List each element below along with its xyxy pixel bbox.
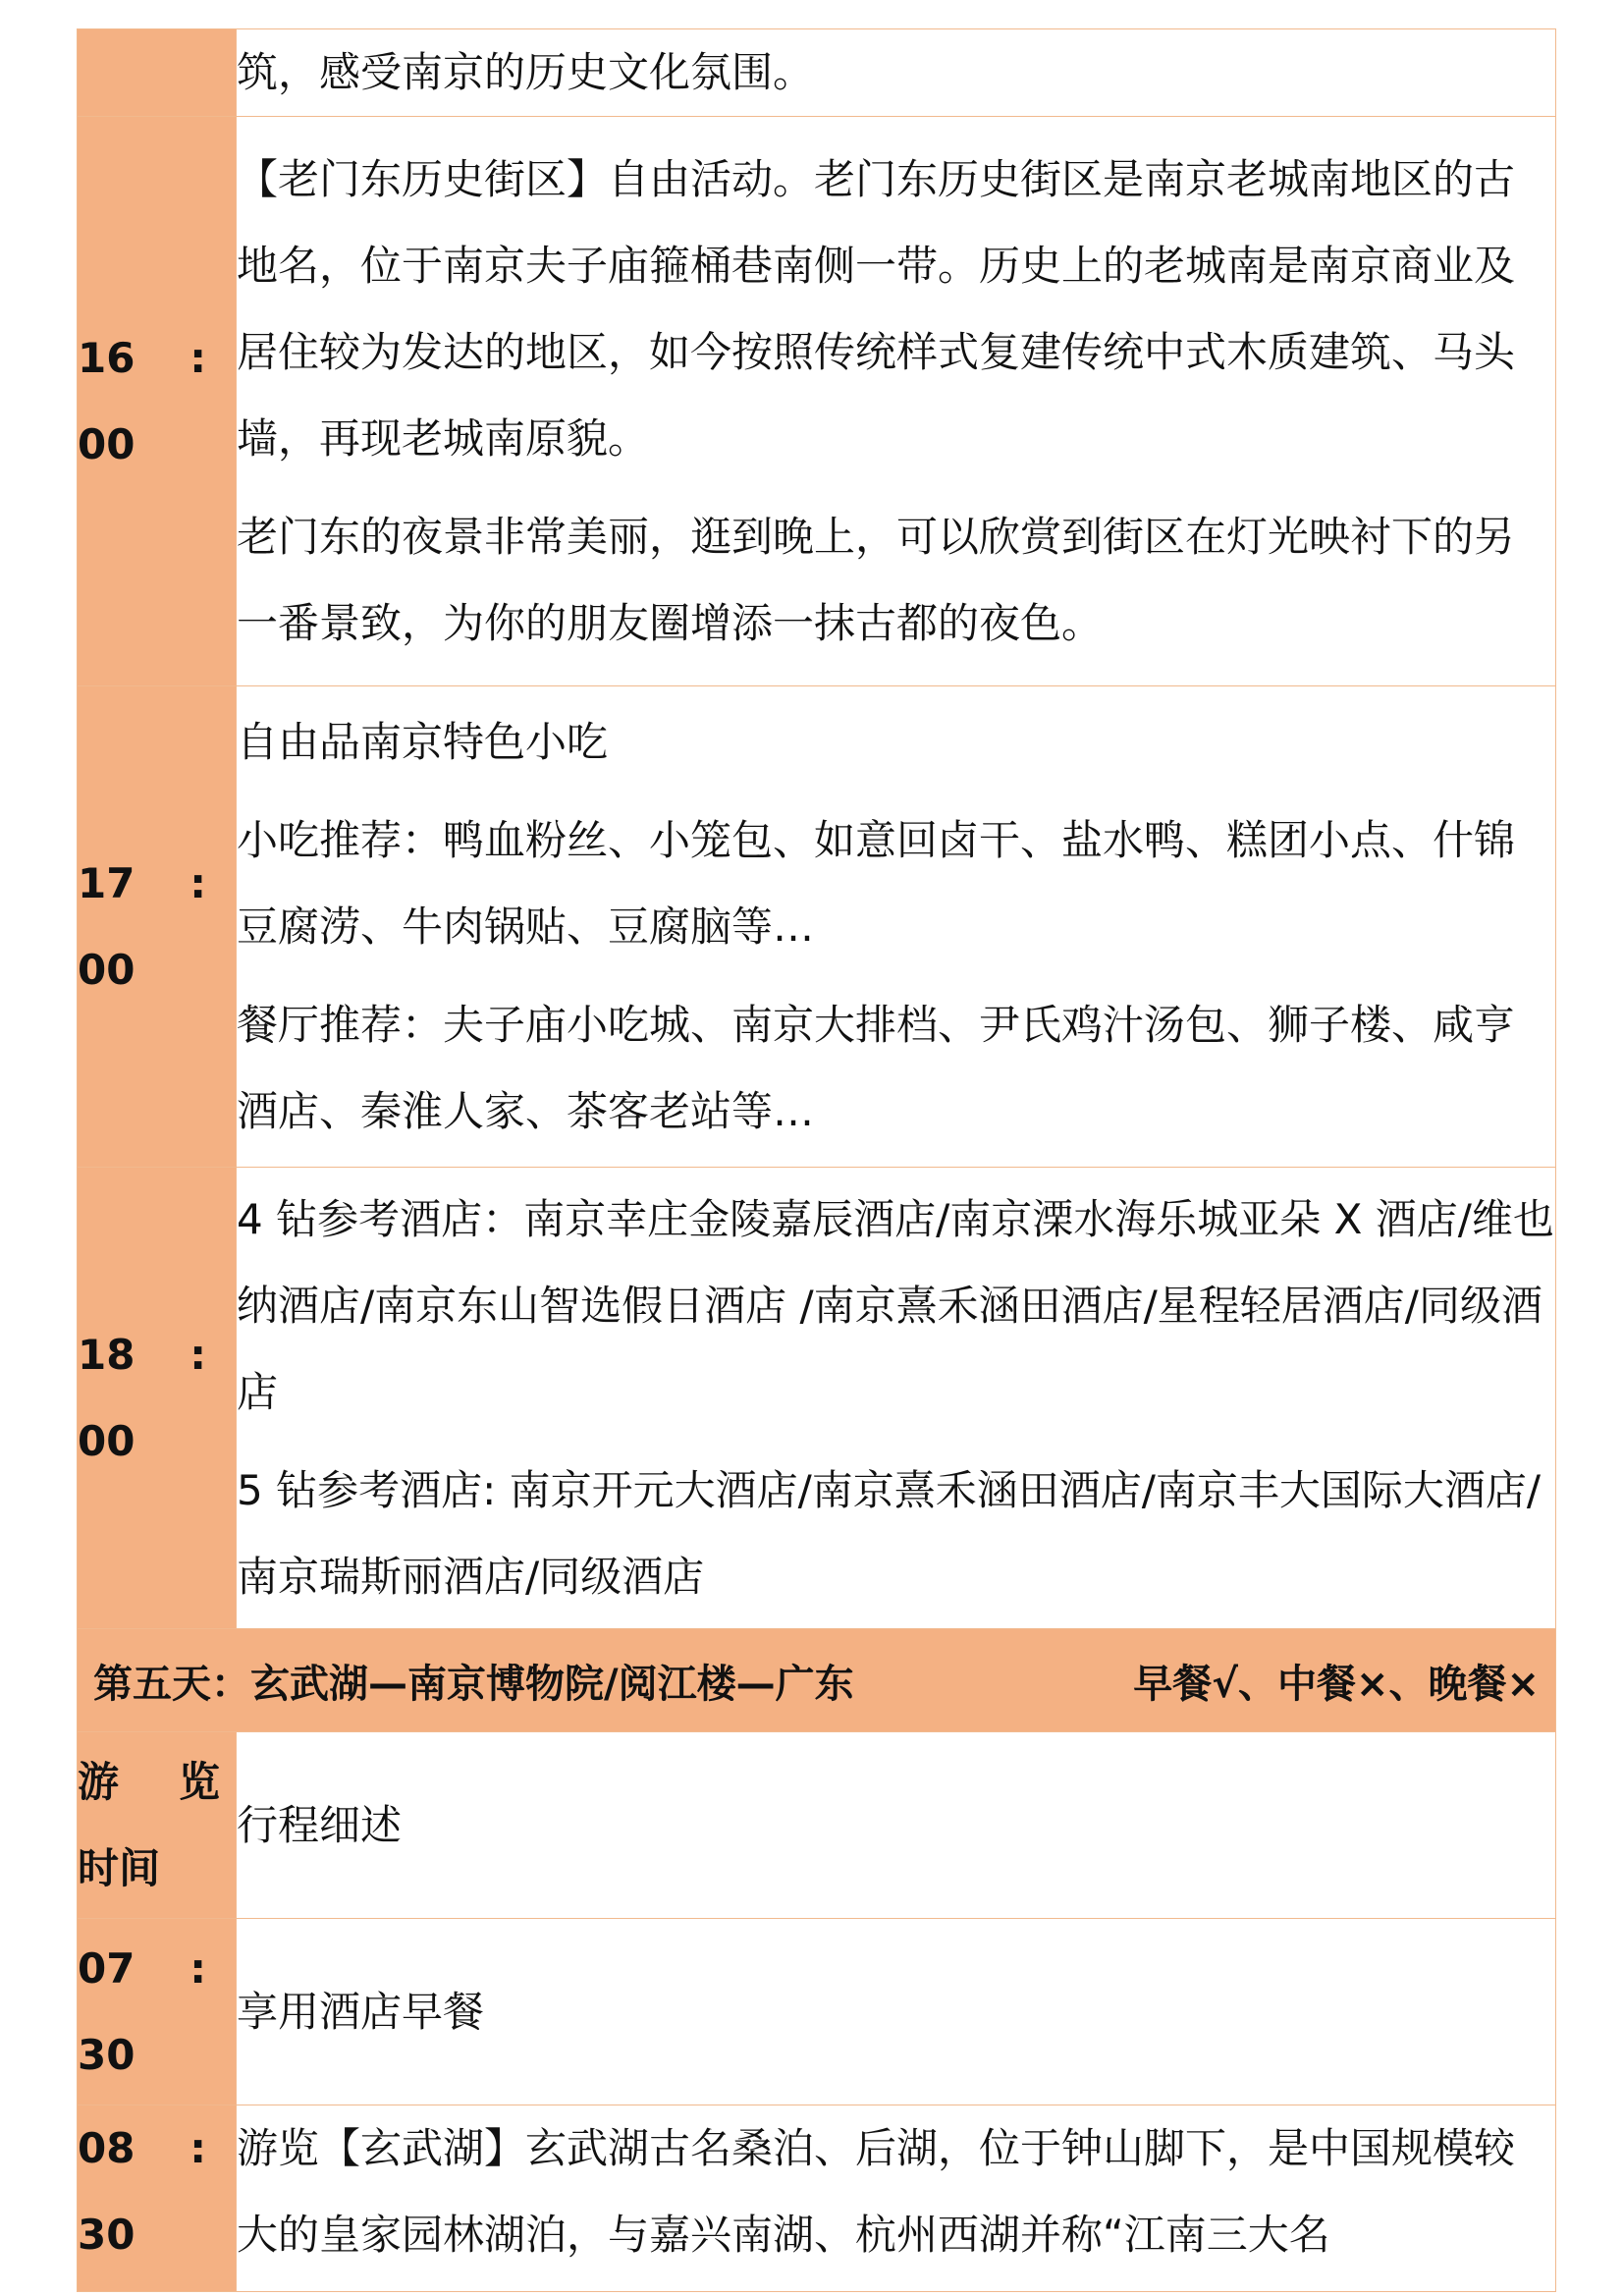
description-cell [237,2105,1556,2292]
description-paragraph: 老门东的夜景非常美丽，逛到晚上，可以欣赏到街区在灯光映衬下的另一番景致，为你的朋友圈增添一抹古都的夜色。 [237,512,1516,647]
description-cell [237,1168,1556,1629]
time-cell [78,2105,237,2292]
time-hour: 16 [78,333,135,382]
description-paragraph: 餐厅推荐：夫子庙小吃城、南京大排档、尹氏鸡汁汤包、狮子楼、咸亨酒店、秦淮人家、茶客老站等… [237,1000,1516,1135]
description-paragraph: 【老门东历史街区】自由活动。老门东历史街区是南京老城南地区的古地名，位于南京夫子庙箍桶巷南侧一带。历史上的老城南是南京商业及居住较为发达的地区，如今按照传统样式复建传统中式木质建筑、马头墙，再现老城南原貌。 [237,154,1516,463]
time-cell [78,1168,237,1629]
time-colon: : [189,858,206,907]
description-paragraph: 自由品南京特色小吃 [237,717,609,766]
itinerary-table [77,28,1556,2292]
time-minute: 30 [78,2211,135,2259]
day-header-cell [78,1629,1556,1732]
time-colon: : [189,1943,206,1993]
time-hour: 18 [78,1330,135,1379]
day-header-row [78,1629,1556,1732]
time-colon: : [189,2124,206,2172]
description-paragraph: 游览【玄武湖】玄武湖古名桑泊、后湖，位于钟山脚下，是中国规模较大的皇家园林湖泊，与嘉兴南湖、杭州西湖并称“江南三大名 [237,2124,1516,2259]
header-time-word-3: 时间 [78,1843,161,1892]
time-hour: 17 [78,858,135,907]
time-minute: 00 [78,945,135,994]
description-cell [237,29,1556,117]
time-hour: 08 [78,2124,135,2172]
header-desc-label: 行程细述 [237,1800,403,1849]
description-cell [237,1919,1556,2105]
header-time-word-2: 览 [178,1757,220,1806]
table-row [78,2105,1556,2292]
table-row [78,1168,1556,1629]
description-paragraph: 4 钻参考酒店：南京幸庄金陵嘉辰酒店/南京溧水海乐城亚朵 X 酒店/维也纳酒店/南京东山智选假日酒店 /南京熹禾涵田酒店/星程轻居酒店/同级酒店 [237,1194,1554,1416]
header-time-word-1: 游 [78,1757,120,1806]
description-paragraph: 筑，感受南京的历史文化氛围。 [237,48,815,96]
time-colon: : [189,333,206,382]
meal-info: 早餐√、中餐×、晚餐× [1133,1661,1540,1707]
time-minute: 00 [78,1416,135,1465]
day-title: 第五天：玄武湖—南京博物院/阅江楼—广东 [93,1661,854,1707]
time-cell [78,1919,237,2105]
header-desc-cell [237,1732,1556,1919]
table-row [78,29,1556,117]
table-row [78,117,1556,686]
table-header-row [78,1732,1556,1919]
time-minute: 00 [78,419,135,468]
description-paragraph: 小吃推荐：鸭血粉丝、小笼包、如意回卤干、盐水鸭、糕团小点、什锦豆腐涝、牛肉锅贴、豆腐脑等… [237,815,1516,951]
table-row [78,686,1556,1168]
time-cell [78,686,237,1168]
header-time-cell [78,1732,237,1919]
description-paragraph: 5 钻参考酒店: 南京开元大酒店/南京熹禾涵田酒店/南京丰大国际大酒店/南京瑞斯丽酒店/同级酒店 [237,1465,1542,1601]
table-row [78,1919,1556,2105]
time-cell [78,117,237,686]
time-colon: : [189,1330,206,1379]
description-cell [237,117,1556,686]
time-minute: 30 [78,2030,135,2079]
time-cell [78,29,237,117]
description-cell [237,686,1556,1168]
description-paragraph: 享用酒店早餐 [237,1987,485,2036]
time-hour: 07 [78,1943,135,1993]
